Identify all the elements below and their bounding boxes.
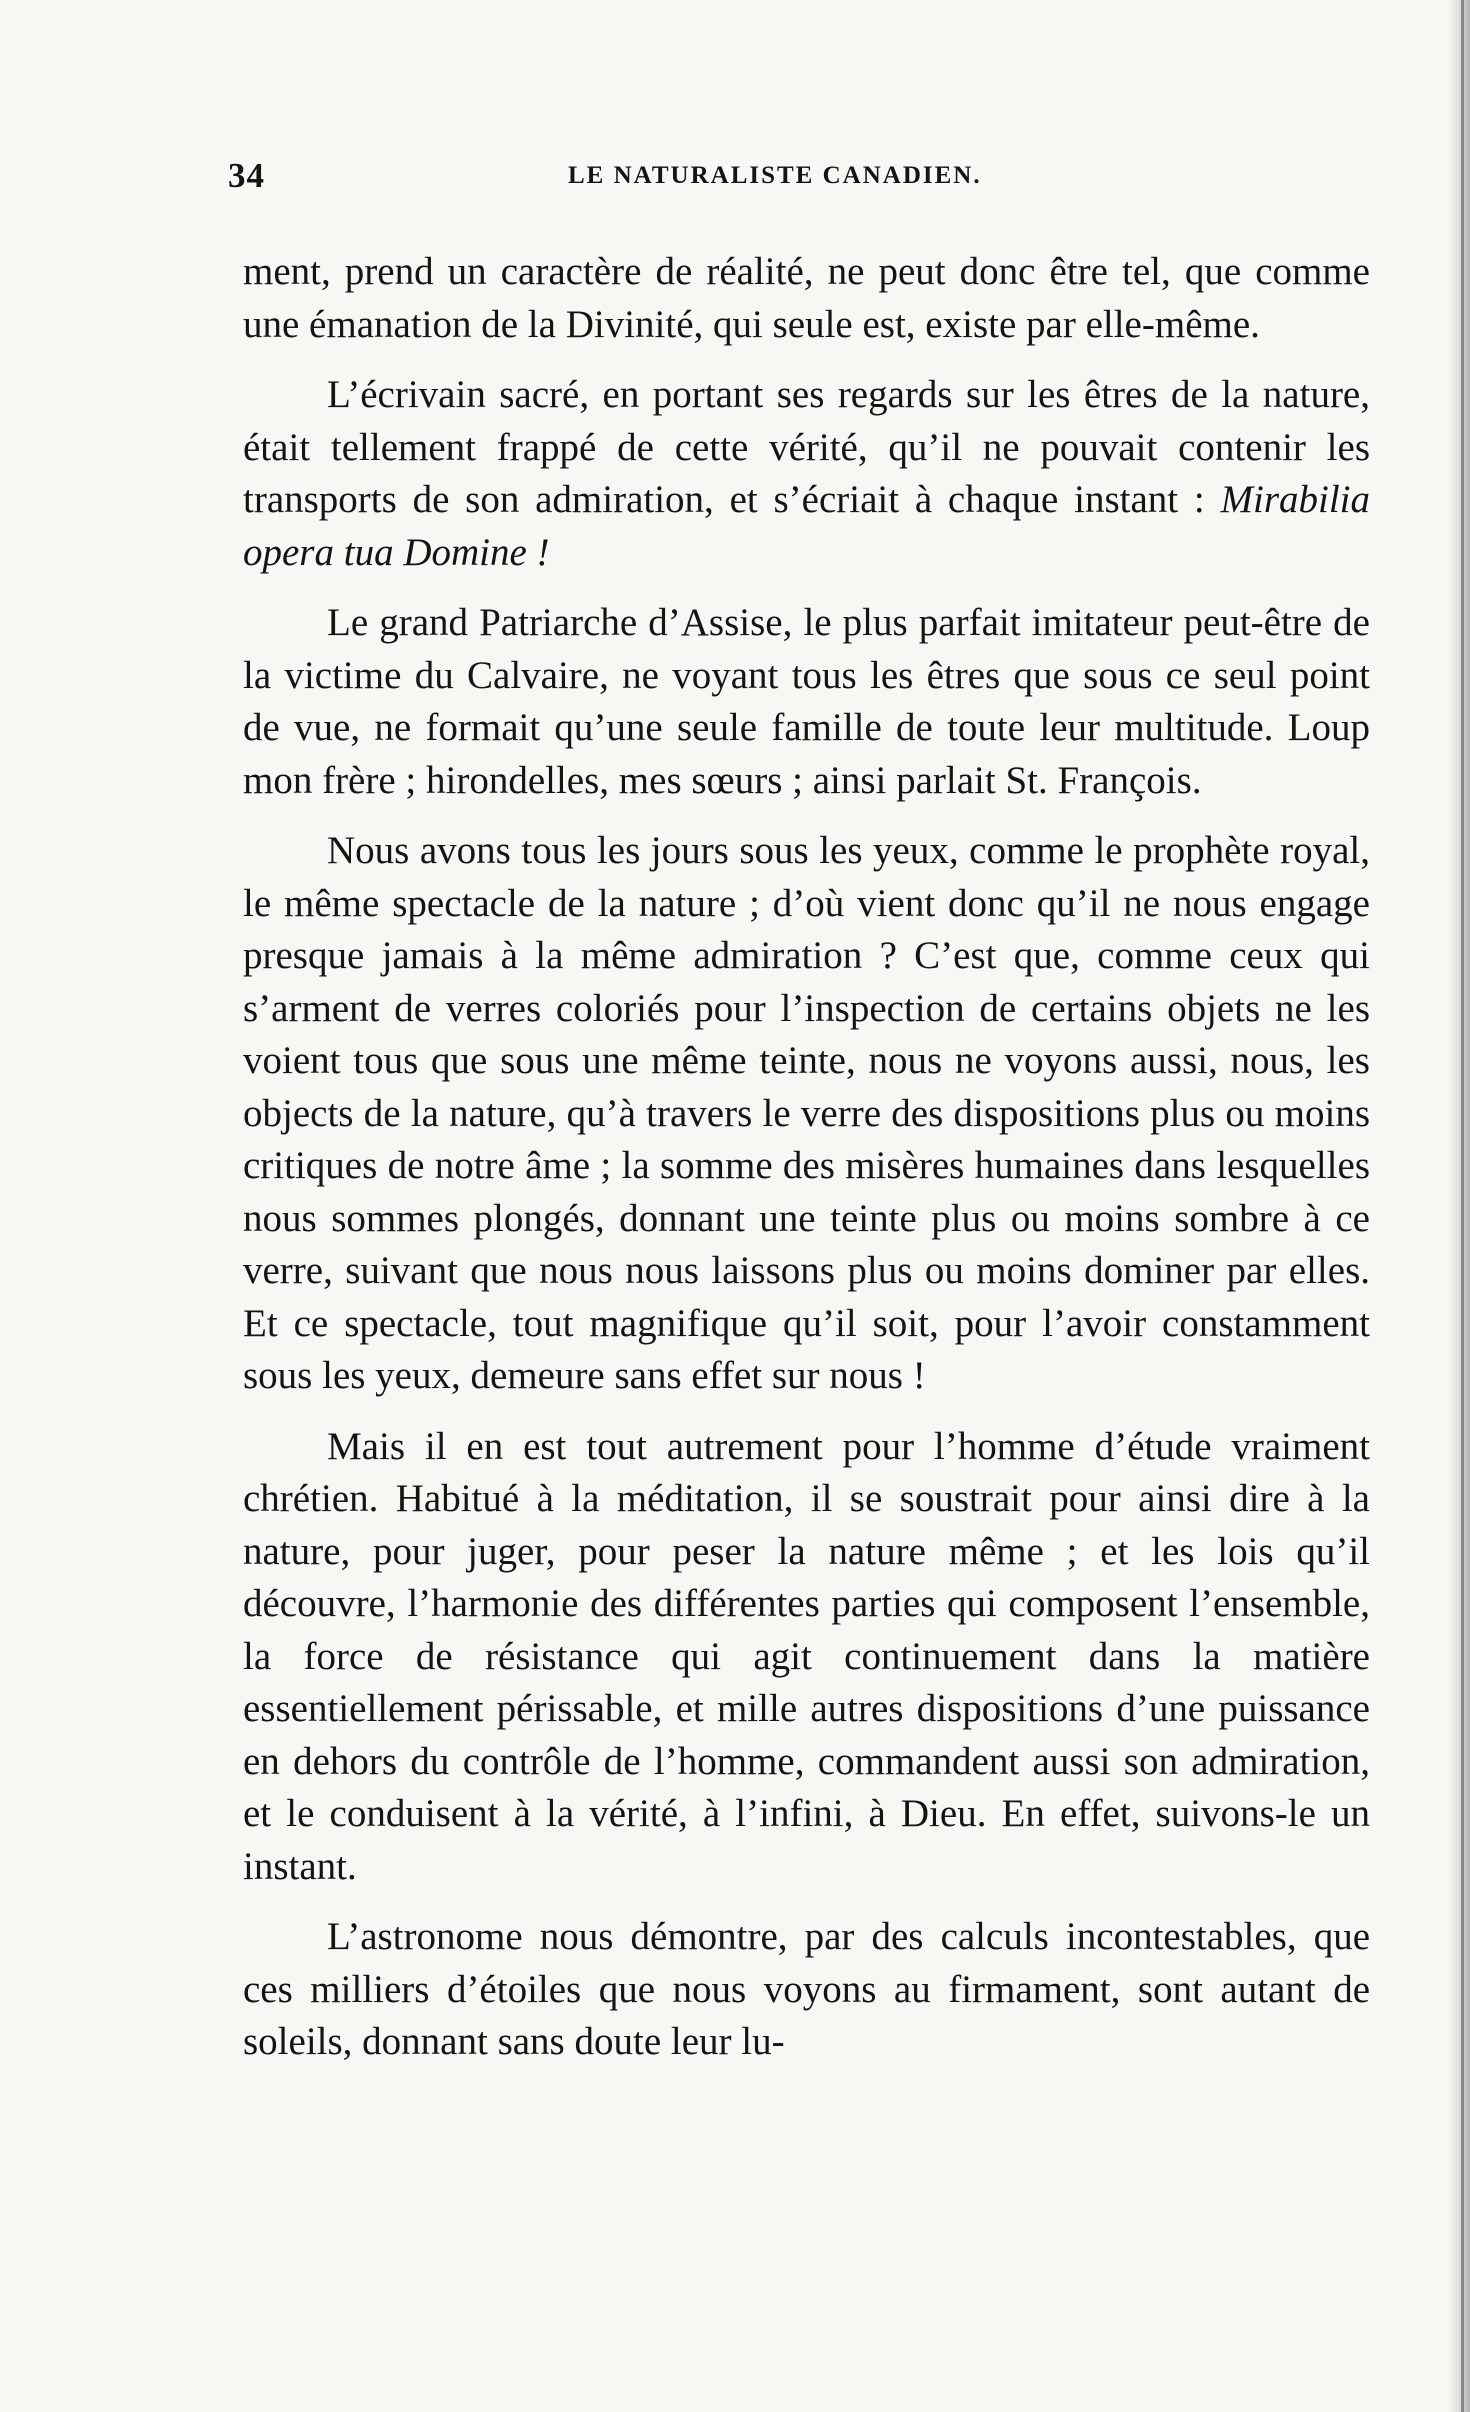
- paragraph-1: ment, prend un caractère de réalité, ne peut donc être tel, que comme une émanation de la Divinité, qui seule est, existe par elle-même.: [243, 250, 1370, 346]
- paragraph-2: [243, 369, 1370, 579]
- paragraph-6: L’astronome nous démontre, par des calculs incontestables, que ces milliers d’étoiles que nous voyons au firmament, sont autant de soleils, donnant sans doute leur lu-: [243, 1915, 1370, 2063]
- paragraph-3: Le grand Patriarche d’Assise, le plus parfait imitateur peut-être de la victime du Calvaire, ne voyant tous les êtres que sous ce seul point de vue, ne formait qu’une seule famille de toute leur multitude. Loup mon frère ; hirondelles, mes sœurs ; ainsi parlait St. François.: [243, 601, 1370, 802]
- paragraph-4: Nous avons tous les jours sous les yeux, comme le prophète royal, le même spectacle de la nature ; d’où vient donc qu’il ne nous engage presque jamais à la même admiration ? C’est que, comme ceux qui s’arment de verres coloriés pour l’inspection de certains objets ne les voient tous que sous une même teinte, nous ne voyons aussi, nous, les objects de la nature, qu’à travers le verre des dispositions plus ou moins critiques de notre âme ; la somme des misères humaines dans lesquelles nous sommes plongés, donnant une teinte plus ou moins sombre à ce verre, suivant que nous nous laissons plus ou moins dominer par elles. Et ce spectacle, tout magnifique qu’il soit, pour l’avoir constamment sous les yeux, demeure sans effet sur nous !: [243, 829, 1370, 1397]
- latin-quote: Mirabilia opera tua Domine !: [243, 478, 1371, 574]
- page-binding-edge: [1448, 0, 1470, 2412]
- paragraph-2-text: L’écrivain sacré, en portant ses regards sur les êtres de la nature, était tellement frappé de cette vérité, qu’il ne pouvait contenir les transports de son admiration, et s’écriait à chaque instant :: [243, 373, 1370, 521]
- page-header: [228, 156, 1258, 206]
- running-title: LE NATURALISTE CANADIEN.: [568, 162, 982, 189]
- page-number: 34: [228, 156, 265, 195]
- body-text: [243, 246, 1370, 2087]
- paragraph-5: Mais il en est tout autrement pour l’homme d’étude vraiment chrétien. Habitué à la méditation, il se soustrait pour ainsi dire à la nature, pour juger, pour peser la nature même ; et les lois qu’il découvre, l’harmonie des différentes parties qui composent l’ensemble, la force de résistance qui agit continuement dans la matière essentiellement périssable, et mille autres dispositions d’une puissance en dehors du contrôle de l’homme, commandent aussi son admiration, et le conduisent à la vérité, à l’infini, à Dieu. En effet, suivons-le un instant.: [243, 1424, 1370, 1888]
